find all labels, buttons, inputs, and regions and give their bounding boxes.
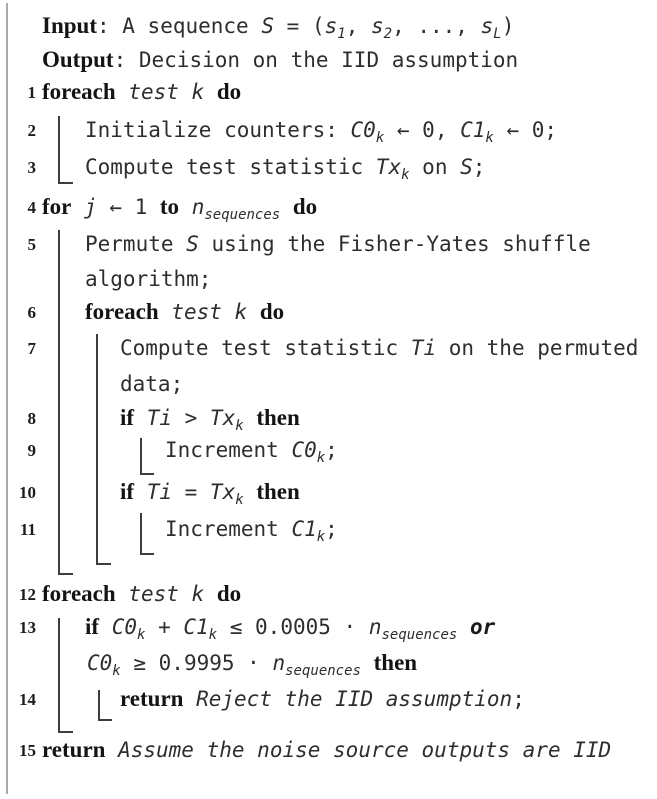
algorithm-line [120, 400, 300, 436]
subscript: L [493, 26, 502, 42]
subscript: sequences [381, 627, 458, 643]
code-text: ) [501, 14, 515, 38]
block-scope-rule [140, 438, 154, 475]
variable: test k [115, 80, 217, 104]
block-scope-rule [98, 690, 112, 721]
variable: S [261, 14, 275, 38]
line-number: 3 [27, 158, 36, 177]
keyword: if [85, 614, 100, 639]
subscript: 2 [383, 26, 393, 42]
line-number: 13 [19, 618, 36, 637]
code-text: + [145, 615, 184, 639]
line-number: 7 [27, 339, 36, 358]
code-text: ; [472, 155, 486, 179]
line-number: 1 [27, 83, 36, 102]
variable: n [179, 195, 205, 219]
keyword: do [259, 299, 285, 324]
subscript: k [208, 627, 218, 643]
code-text: , [345, 14, 371, 38]
algorithm-line [85, 112, 557, 148]
code-text: ; [512, 687, 525, 711]
line-number: 12 [19, 585, 36, 604]
code-text: Increment [165, 438, 292, 462]
code-text: on [409, 155, 461, 179]
subscript: k [485, 130, 494, 146]
algorithm-line-wrap [87, 645, 417, 681]
variable: Ti = Tx [134, 480, 236, 504]
variable: S [460, 155, 473, 179]
algorithm-line-wrap [120, 366, 183, 402]
line-number: 15 [19, 741, 36, 760]
code-text: ← 0; [493, 118, 558, 142]
variable: Reject the IID assumption [183, 687, 513, 711]
keyword: return [42, 737, 106, 762]
line-number: 5 [27, 235, 36, 254]
subscript: k [235, 418, 244, 434]
variable: Ti > Tx [134, 406, 236, 430]
variable: test k [158, 300, 260, 324]
algorithm-line [42, 576, 241, 612]
line-number: 8 [27, 409, 36, 428]
line-number: 14 [19, 690, 36, 709]
subscript: k [112, 663, 121, 679]
line-number: 2 [27, 121, 36, 140]
line-number: 4 [27, 198, 36, 217]
keyword: Input [42, 13, 97, 38]
code-text: : Decision on the IID assumption [113, 48, 519, 72]
block-scope-rule [58, 116, 73, 184]
line-number: 6 [27, 303, 36, 322]
subscript: k [401, 167, 410, 183]
code-text: = ( [274, 14, 325, 38]
algorithm-line [120, 681, 525, 717]
algorithm-line [85, 149, 485, 185]
block-scope-rule [96, 334, 111, 565]
code-text: Increment [165, 517, 292, 541]
keyword-or: or [470, 615, 496, 639]
code-text: ← 1 [109, 195, 160, 219]
code-text: , ..., [392, 14, 481, 38]
algorithm-line [85, 294, 284, 330]
output-line [42, 42, 518, 78]
keyword: then [373, 650, 418, 675]
keyword: if [120, 405, 135, 430]
variable: C0 [87, 651, 113, 675]
code-text [280, 195, 293, 219]
code-text: ≥ 0.9995 · [120, 651, 273, 675]
code-text: Permute [85, 232, 187, 256]
subscript: 1 [337, 26, 346, 42]
keyword: for [42, 194, 72, 219]
input-line [42, 8, 514, 44]
line-number: 9 [27, 441, 36, 460]
code-text: ← 0, [384, 118, 461, 142]
subscript: sequences [285, 663, 361, 679]
variable: C1 [291, 517, 317, 541]
subscript: k [137, 627, 146, 643]
algorithm-line [42, 732, 611, 768]
block-scope-rule [58, 230, 73, 575]
code-text [244, 406, 257, 430]
keyword: then [256, 405, 300, 430]
code-text: Compute test statistic [85, 155, 376, 179]
variable: C1 [183, 615, 209, 639]
code-text: on the permuted [436, 336, 639, 360]
block-scope-rule [140, 513, 154, 555]
keyword: to [159, 194, 180, 219]
algorithm-line [42, 189, 317, 225]
variable: C0 [350, 118, 376, 142]
keyword: foreach [85, 299, 159, 324]
line-number: 11 [19, 520, 36, 539]
block-scope-rule [58, 618, 73, 733]
algorithm-line [120, 474, 300, 510]
code-text: using the Fisher-Yates shuffle [198, 232, 591, 256]
code-text: data; [120, 372, 184, 396]
algorithm-line-wrap [85, 261, 211, 297]
code-text: Initialize counters: [85, 118, 351, 142]
algorithm-line [85, 226, 591, 262]
variable: s [324, 14, 338, 38]
code-text [244, 480, 257, 504]
keyword: do [292, 194, 318, 219]
algorithm-line [165, 511, 338, 547]
code-text [361, 651, 374, 675]
algorithm-line [120, 330, 638, 366]
code-text [457, 615, 470, 639]
code-text: : A sequence [96, 14, 262, 38]
code-text: Compute test statistic [120, 336, 411, 360]
keyword: do [216, 581, 242, 606]
code-text: ; [325, 517, 338, 541]
subscript: k [316, 529, 326, 545]
subscript: k [375, 130, 385, 146]
code-text: algorithm; [85, 267, 212, 291]
line-number: 10 [19, 483, 36, 502]
algorithm-line [165, 432, 338, 468]
variable: Assume the noise source outputs are IID [105, 738, 612, 762]
subscript: sequences [204, 207, 281, 223]
variable: n [272, 651, 286, 675]
algorithm-line [42, 74, 241, 110]
variable: S [186, 232, 199, 256]
keyword: do [216, 79, 242, 104]
variable: s [370, 14, 384, 38]
keyword: Output [42, 47, 114, 72]
subscript: k [235, 492, 244, 508]
keyword: if [120, 479, 135, 504]
code-text: ; [325, 438, 338, 462]
variable: n [368, 615, 382, 639]
keyword: foreach [42, 79, 116, 104]
variable: j [71, 195, 110, 219]
variable: Tx [375, 155, 402, 179]
code-text: ≤ 0.0005 · [217, 615, 369, 639]
algorithm-line [85, 609, 495, 645]
keyword: then [256, 479, 300, 504]
keyword: return [120, 686, 184, 711]
variable: C0 [291, 438, 317, 462]
variable: test k [115, 582, 217, 606]
variable: s [480, 14, 494, 38]
subscript: k [316, 450, 326, 466]
variable: Ti [410, 336, 437, 360]
variable: C0 [99, 615, 137, 639]
keyword: foreach [42, 581, 116, 606]
variable: C1 [460, 118, 486, 142]
